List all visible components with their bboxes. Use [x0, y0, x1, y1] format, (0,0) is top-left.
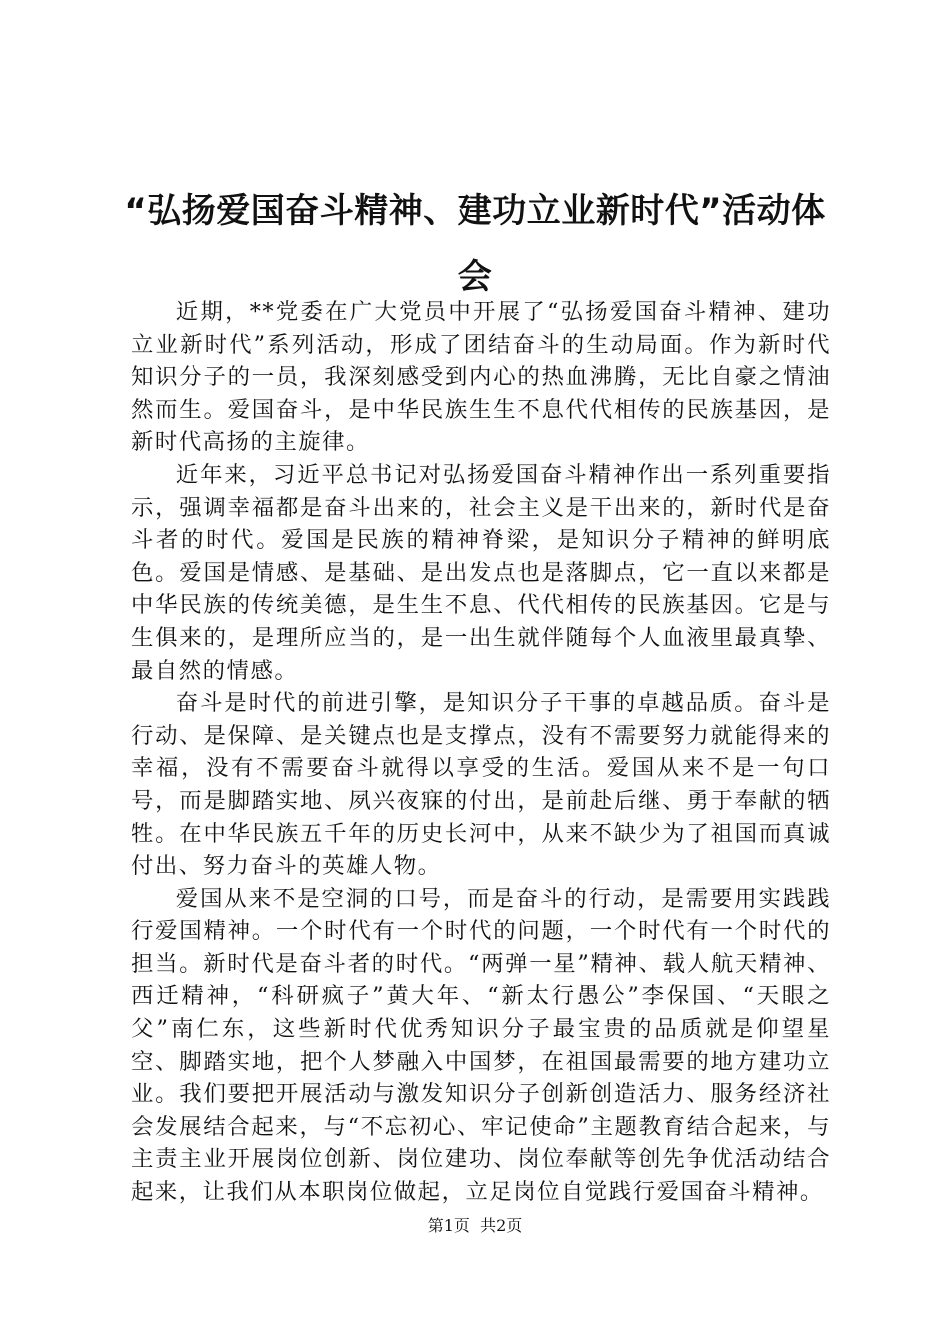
- paragraph: 近期，**党委在广大党员中开展了“弘扬爱国奋斗精神、建功立业新时代”系列活动，形成了团结奋斗的生动局面。作为新时代知识分子的一员，我深刻感受到内心的热血沸腾，无比自豪之情油然而生。爱国奋斗，是中华民族生生不息代代相传的民族基因，是新时代高扬的主旋律。: [131, 299, 831, 456]
- document-title: “弘扬爱国奋斗精神、建功立业新时代”活动体会: [124, 191, 826, 297]
- page-footer: [0, 1216, 950, 1236]
- paragraph: 爱国从来不是空洞的口号，而是奋斗的行动，是需要用实践践行爱国精神。一个时代有一个时代的问题，一个时代有一个时代的担当。新时代是奋斗者的时代。“两弹一星”精神、载人航天精神、西迁精神，“科研疯子”黄大年、“新太行愚公”李保国、“天眼之父”南仁东，这些新时代优秀知识分子最宝贵的品质就是仰望星空、脚踏实地，把个人梦融入中国梦，在祖国最需要的地方建功立业。我们要把开展活动与激发知识分子创新创造活力、服务经济社会发展结合起来，与“不忘初心、牢记使命”主题教育结合起来，与主责主业开展岗位创新、岗位建功、岗位奉献等创先争优活动结合起来，让我们从本职岗位做起，立足岗位自觉践行爱国奋斗精神。: [131, 885, 831, 1206]
- paragraph: 奋斗是时代的前进引擎，是知识分子干事的卓越品质。奋斗是行动、是保障、是关键点也是支撑点，没有不需要努力就能得来的幸福，没有不需要奋斗就得以享受的生活。爱国从来不是一句口号，而是脚踏实地、夙兴夜寐的付出，是前赴后继、勇于奉献的牺牲。在中华民族五千年的历史长河中，从来不缺少为了祖国而真诚付出、努力奋斗的英雄人物。: [131, 690, 831, 880]
- page-number: 第1页 共2页: [427, 1216, 523, 1235]
- document-body: [131, 296, 831, 1209]
- paragraph: 近年来，习近平总书记对弘扬爱国奋斗精神作出一系列重要指示，强调幸福都是奋斗出来的，社会主义是干出来的，新时代是奋斗者的时代。爱国是民族的精神脊梁，是知识分子精神的鲜明底色。爱国是情感、是基础、是出发点也是落脚点，它一直以来都是中华民族的传统美德，是生生不息、代代相传的民族基因。它是与生俱来的，是理所应当的，是一出生就伴随每个人血液里最真挚、最自然的情感。: [131, 461, 831, 684]
